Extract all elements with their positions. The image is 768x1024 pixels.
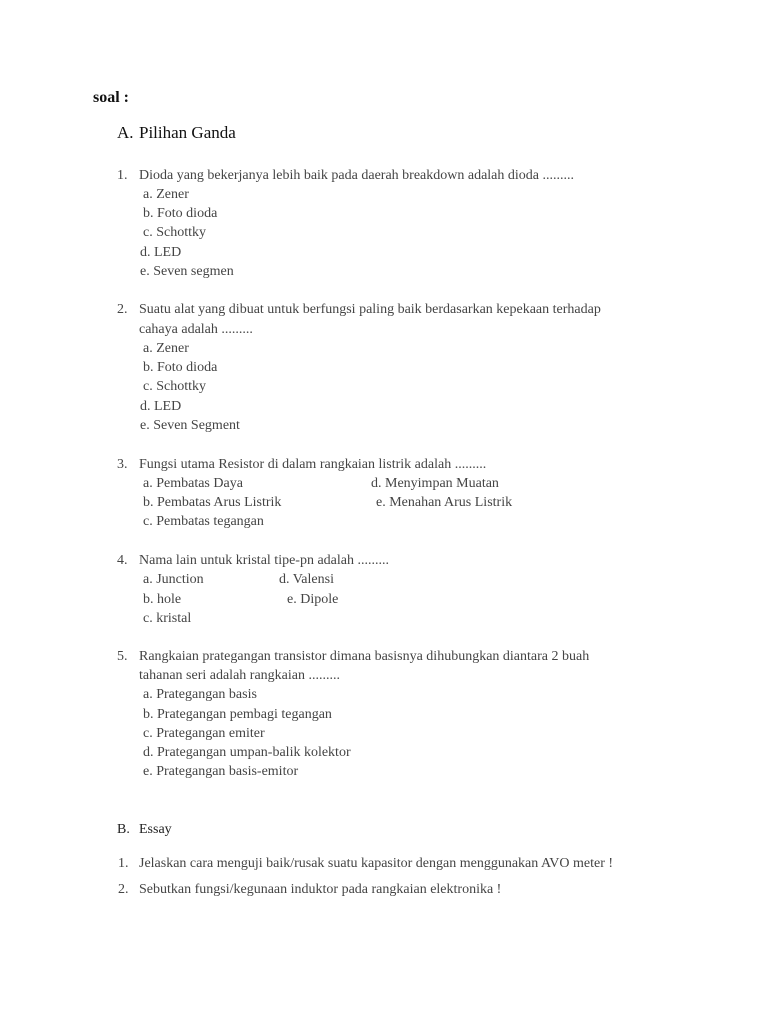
option-b: b. Pembatas Arus Listrik [143, 495, 282, 510]
option-a: a. Zener [143, 341, 189, 356]
option-c: c. Pembatas tegangan [143, 514, 264, 529]
question-number: 5. [117, 649, 128, 664]
question-text: Dioda yang bekerjanya lebih baik pada daerah breakdown adalah dioda ......... [139, 168, 574, 183]
question-number: 2. [117, 302, 128, 317]
question-text-line-1: Suatu alat yang dibuat untuk berfungsi paling baik berdasarkan kepekaan terhadap [139, 302, 601, 317]
section-b-letter: B. [117, 822, 130, 837]
question-text-line-1: Rangkaian prategangan transistor dimana basisnya dihubungkan diantara 2 buah [139, 649, 590, 664]
option-a: a. Junction [143, 572, 204, 587]
option-b: b. Foto dioda [143, 360, 218, 375]
option-a: a. Pembatas Daya [143, 476, 243, 491]
option-e: e. Seven segmen [140, 264, 234, 279]
option-c: c. Schottky [143, 225, 206, 240]
option-e: e. Dipole [287, 592, 339, 607]
option-b: b. Prategangan pembagi tegangan [143, 707, 332, 722]
option-e: e. Prategangan basis-emitor [143, 764, 299, 779]
question-text: Jelaskan cara menguji baik/rusak suatu kapasitor dengan menggunakan AVO meter ! [139, 856, 614, 871]
question-text: Nama lain untuk kristal tipe-pn adalah ......... [139, 553, 389, 568]
question-text-line-2: tahanan seri adalah rangkaian ......... [139, 668, 340, 683]
option-d: d. LED [140, 245, 182, 260]
option-d: d. LED [140, 399, 182, 414]
question-text: Fungsi utama Resistor di dalam rangkaian listrik adalah ......... [139, 457, 487, 472]
option-b: b. hole [143, 592, 182, 607]
option-c: c. Prategangan emiter [143, 726, 265, 741]
option-a: a. Zener [143, 187, 189, 202]
section-a-title: Pilihan Ganda [139, 123, 236, 142]
option-c: c. kristal [143, 611, 192, 626]
question-number: 1. [117, 168, 128, 183]
option-a: a. Prategangan basis [143, 687, 257, 702]
question-number: 4. [117, 553, 128, 568]
option-d: d. Prategangan umpan-balik kolektor [143, 745, 351, 760]
question-number: 2. [118, 882, 129, 897]
question-number: 1. [118, 856, 129, 871]
option-d: d. Menyimpan Muatan [371, 476, 499, 491]
option-c: c. Schottky [143, 379, 206, 394]
page-heading: soal : [93, 89, 129, 106]
option-e: e. Menahan Arus Listrik [376, 495, 513, 510]
option-e: e. Seven Segment [140, 418, 240, 433]
section-a-letter: A. [117, 123, 134, 142]
question-number: 3. [117, 457, 128, 472]
option-d: d. Valensi [279, 572, 334, 587]
question-text-line-2: cahaya adalah ......... [139, 322, 253, 337]
option-b: b. Foto dioda [143, 206, 218, 221]
question-text: Sebutkan fungsi/kegunaan induktor pada rangkaian elektronika ! [139, 882, 502, 897]
section-b-title: Essay [139, 822, 172, 837]
